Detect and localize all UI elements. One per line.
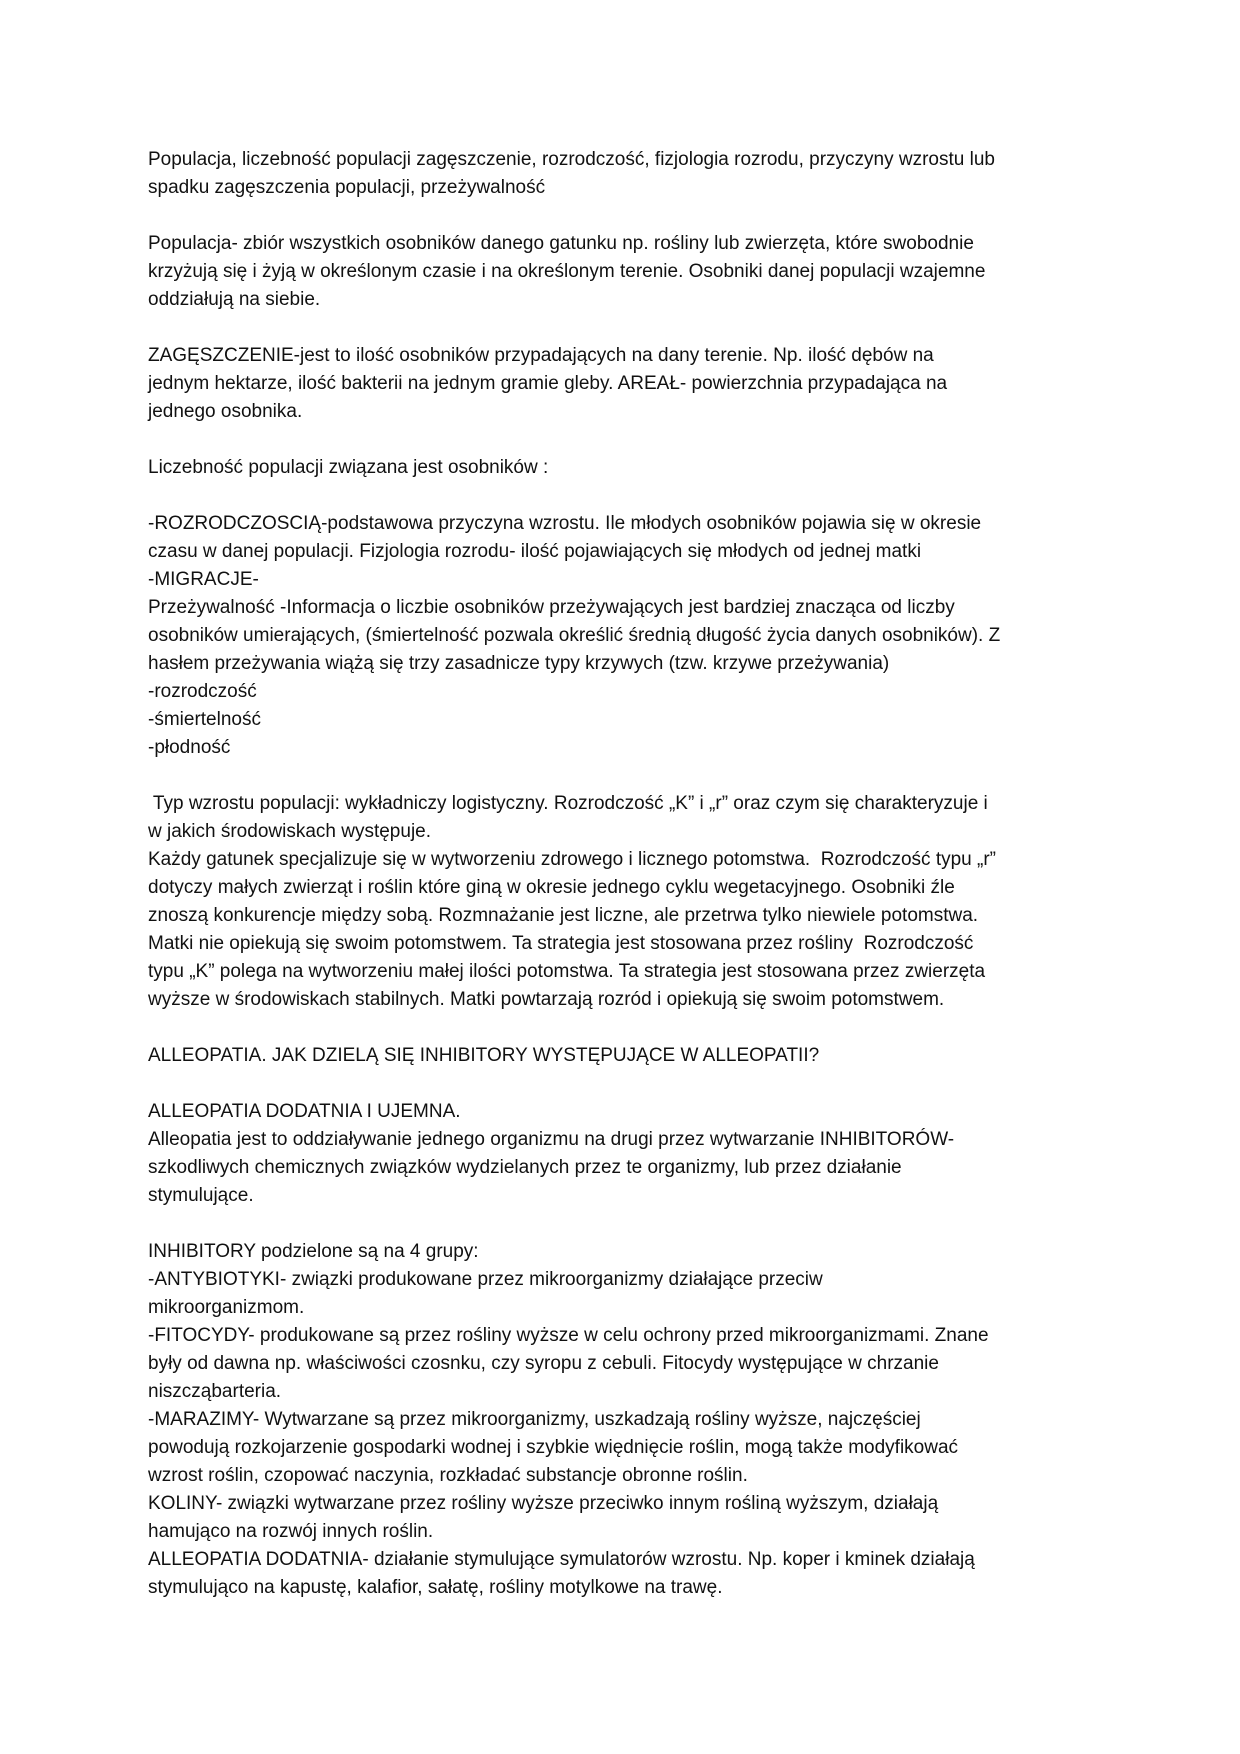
text-line: powodują rozkojarzenie gospodarki wodnej i szybkie więdnięcie roślin, mogą także modyfikować <box>148 1437 959 1458</box>
text-line: spadku zagęszczenia populacji, przeżywalność <box>148 177 546 198</box>
text-line: niszcząbarteria. <box>148 1381 282 1402</box>
text-line: jednego osobnika. <box>148 401 303 422</box>
text-line: ALLEOPATIA DODATNIA I UJEMNA. <box>148 1101 461 1122</box>
heading-paragraph <box>148 146 1098 202</box>
growth-paragraph <box>148 790 1098 1014</box>
text-line: Każdy gatunek specjalizuje się w wytworzeniu zdrowego i licznego potomstwa. Rozrodczość typu „r” <box>148 849 996 870</box>
text-line: stymulujące. <box>148 1185 254 1206</box>
text-line: krzyżują się i żyją w określonym czasie i na określonym terenie. Osobniki danej populacji wzajemne <box>148 261 986 282</box>
text-line: czasu w danej populacji. Fizjologia rozrodu- ilość pojawiających się młodych od jednej matki <box>148 541 922 562</box>
abundance-paragraph <box>148 454 1098 482</box>
text-line: -ROZRODCZOSCIĄ-podstawowa przyczyna wzrostu. Ile młodych osobników pojawia się w okresie <box>148 513 982 534</box>
text-line: Populacja- zbiór wszystkich osobników danego gatunku np. rośliny lub zwierzęta, które swobodnie <box>148 233 974 254</box>
text-line: jednym hektarze, ilość bakterii na jednym gramie gleby. AREAŁ- powierzchnia przypadająca na <box>148 373 948 394</box>
text-line: hamująco na rozwój innych roślin. <box>148 1521 434 1542</box>
text-line: -ANTYBIOTYKI- związki produkowane przez mikroorganizmy działające przeciw <box>148 1269 823 1290</box>
text-line: Populacja, liczebność populacji zagęszczenie, rozrodczość, fizjologia rozrodu, przyczyny wzrostu lub <box>148 149 995 170</box>
text-line: -MARAZIMY- Wytwarzane są przez mikroorganizmy, uszkadzają rośliny wyższe, najczęściej <box>148 1409 921 1430</box>
text-line: oddziałują na siebie. <box>148 289 321 310</box>
text-line: ALLEOPATIA. JAK DZIELĄ SIĘ INHIBITORY WYSTĘPUJĄCE W ALLEOPATII? <box>148 1045 820 1066</box>
text-line: ALLEOPATIA DODATNIA- działanie stymulujące symulatorów wzrostu. Np. koper i kminek działają <box>148 1549 975 1570</box>
text-line: typu „K” polega na wytworzeniu małej ilości potomstwa. Ta strategia jest stosowana przez zwierzęta <box>148 961 986 982</box>
text-line: były od dawna np. właściwości czosnku, czy syropu z cebuli. Fitocydy występujące w chrzanie <box>148 1353 939 1374</box>
allelopathy-question-paragraph <box>148 1042 1098 1070</box>
text-line: -rozrodczość <box>148 681 257 702</box>
text-line: Przeżywalność -Informacja o liczbie osobników przeżywających jest bardziej znacząca od liczby <box>148 597 955 618</box>
text-line: -FITOCYDY- produkowane są przez rośliny wyższe w celu ochrony przed mikroorganizmami. Znane <box>148 1325 989 1346</box>
inhibitors-paragraph <box>148 1238 1098 1602</box>
population-definition-paragraph <box>148 230 1098 314</box>
document-page <box>148 146 1098 1602</box>
density-paragraph <box>148 342 1098 426</box>
text-line: KOLINY- związki wytwarzane przez rośliny wyższe przeciwko innym rośliną wyższym, działają <box>148 1493 939 1514</box>
text-line: INHIBITORY podzielone są na 4 grupy: <box>148 1241 479 1262</box>
text-line: Matki nie opiekują się swoim potomstwem. Ta strategia jest stosowana przez rośliny Rozrodczość <box>148 933 974 954</box>
text-line: znoszą konkurencje między sobą. Rozmnażanie jest liczne, ale przetrwa tylko niewiele potomstwa. <box>148 905 979 926</box>
text-line: stymulująco na kapustę, kalafior, sałatę, rośliny motylkowe na trawę. <box>148 1577 723 1598</box>
text-line: -płodność <box>148 737 231 758</box>
text-line: wzrost roślin, czopować naczynia, rozkładać substancje obronne roślin. <box>148 1465 748 1486</box>
text-line: osobników umierających, (śmiertelność pozwala określić średnią długość życia danych osobników). Z <box>148 625 1001 646</box>
text-line: -MIGRACJE- <box>148 569 259 590</box>
text-line: Typ wzrostu populacji: wykładniczy logistyczny. Rozrodczość „K” i „r” oraz czym się charakteryzuje i <box>148 793 988 814</box>
text-line: Alleopatia jest to oddziaływanie jednego organizmu na drugi przez wytwarzanie INHIBITORÓW- <box>148 1129 955 1150</box>
text-line: hasłem przeżywania wiążą się trzy zasadnicze typy krzywych (tzw. krzywe przeżywania) <box>148 653 890 674</box>
factors-paragraph <box>148 510 1098 762</box>
text-line: mikroorganizmom. <box>148 1297 305 1318</box>
text-line: -śmiertelność <box>148 709 261 730</box>
text-line: ZAGĘSZCZENIE-jest to ilość osobników przypadających na dany terenie. Np. ilość dębów na <box>148 345 934 366</box>
text-line: wyższe w środowiskach stabilnych. Matki powtarzają rozród i opiekują się swoim potomstwem. <box>148 989 945 1010</box>
text-line: Liczebność populacji związana jest osobników : <box>148 457 549 478</box>
allelopathy-definition-paragraph <box>148 1098 1098 1210</box>
text-line: dotyczy małych zwierząt i roślin które giną w okresie jednego cyklu wegetacyjnego. Osobniki źle <box>148 877 955 898</box>
text-line: w jakich środowiskach występuje. <box>148 821 432 842</box>
text-line: szkodliwych chemicznych związków wydzielanych przez te organizmy, lub przez działanie <box>148 1157 902 1178</box>
